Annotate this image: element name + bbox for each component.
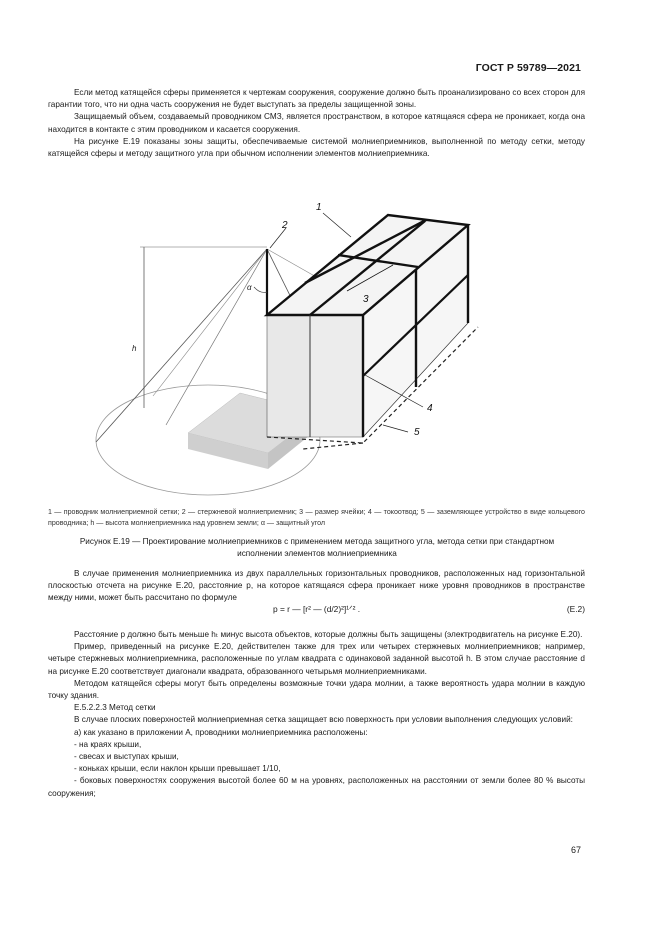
figure-caption: Рисунок Е.19 — Проектирование молниеприемников с применением метода защитного угла, метода сетки при стандартном исполнении элементов молниеприемника [79, 537, 555, 558]
figure-label-1: 1 [316, 202, 322, 213]
paragraph: Защищаемый объем, создаваемый проводником СМЗ, является пространством, в которое катящаяся сфера не проникает, когда она находится в контакте с этим проводником и касается сооружения. [48, 112, 585, 134]
figure-label-2: 2 [282, 220, 288, 231]
figure-legend: 1 — проводник молниеприемной сетки; 2 — стержневой молниеприемник; 3 — размер ячейки; 4 — токоотвод; 5 — заземляющее устройство в виде кольцевого проводника; h — высота молниеприемника над уровнем земли; α — защитный угол [48, 508, 585, 527]
formula-e2 [48, 604, 585, 618]
list-item: - коньках крыши, если наклон крыши превышает 1/10, [74, 764, 281, 774]
formula-number: (Е.2) [566, 604, 585, 614]
formula-expression: p = r — [r² — (d/2)²]¹ᐟ² . [272, 604, 361, 614]
figure-label-3: 3 [363, 294, 369, 305]
list-item: - боковых поверхностях сооружения высотой более 60 м на уровнях, расположенных на расстоянии от земли более 80 % высоты сооружения; [48, 776, 585, 798]
paragraph: Пример, приведенный на рисунке Е.20, действителен также для трех или четырех стержневых молниеприемников; например, четыре стержневых молниеприемника, расположенные по углам квадрата с одинаковой заданной высотой h. В этом случае расстояние d на рисунке Е.20 соответствует диагонали квадрата, образованного четырьмя молниеприемниками. [48, 642, 585, 676]
list-item: - на краях крыши, [74, 739, 142, 749]
paragraph: В случае плоских поверхностей молниеприемная сетка защищает всю поверхность при условии выполнения следующих условий: [74, 715, 573, 725]
section-heading: Е.5.2.2.3 Метод сетки [74, 703, 156, 713]
building-left-face [267, 315, 310, 437]
page-number: 67 [570, 845, 581, 855]
intro-text [48, 87, 585, 160]
list-item: - свесах и выступах крыши, [74, 752, 179, 762]
paragraph: Если метод катящейся сферы применяется к чертежам сооружения, сооружение должно быть проанализировано со всех сторон для гарантии того, что ни одна часть сооружения не будет выступать за пределы защищенной зоны. [48, 88, 585, 110]
standard-header: ГОСТ Р 59789—2021 [475, 62, 581, 74]
figure-e19 [48, 195, 585, 500]
angle-label: α [247, 283, 252, 292]
body-text-b [48, 629, 585, 800]
body-text-a [48, 568, 585, 605]
paragraph: Методом катящейся сферы могут быть определены возможные точки удара молнии, а также вероятность удара молнии в каждую точку здания. [48, 678, 585, 701]
paragraph: На рисунке Е.19 показаны зоны защиты, обеспечиваемые системой молниеприемников, выполненной по методу сетки, методу катящейся сферы и методу защитного угла при обычном исполнении элементов молниеприемника. [48, 136, 585, 159]
cone-line [153, 249, 267, 396]
building-front-face [310, 315, 363, 437]
figure-label-5: 5 [414, 427, 420, 438]
angle-arc [254, 287, 267, 292]
height-label: h [132, 344, 137, 353]
figure-label-4: 4 [427, 403, 433, 414]
lightning-protection-drawing [48, 195, 585, 500]
paragraph: Расстояние p должно быть меньше hₜ минус высота объектов, которые должны быть защищены (электродвигатель на рисунке Е.20). [74, 630, 583, 639]
paragraph: В случае применения молниеприемника из двух параллельных горизонтальных проводников, расположенных над горизонтальной плоскостью отсчета на рисунке Е.20, расстояние p, на которое катящаяся сфера проникает ниже уровня проводников в пространстве между ними, может быть рассчитано по формуле [48, 569, 585, 603]
list-item: а) как указано в приложении А, проводники молниеприемника расположены: [74, 727, 368, 737]
